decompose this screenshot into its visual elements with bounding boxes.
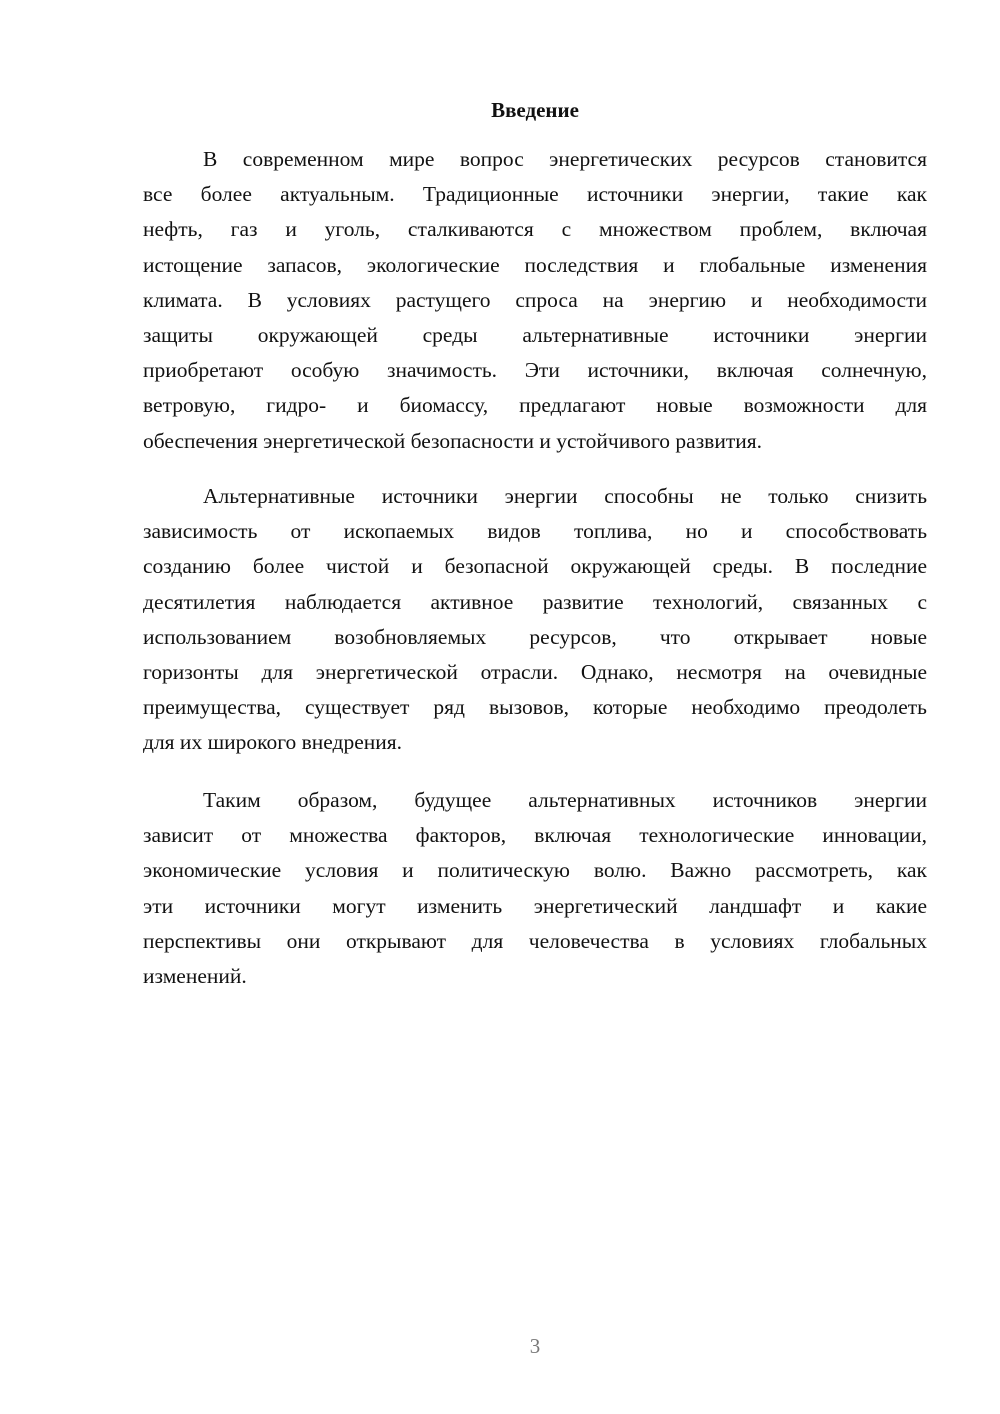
text-line: все более актуальным. Традиционные источники энергии, такие как	[143, 182, 927, 207]
text-line: защиты окружающей среды альтернативные источники энергии	[143, 322, 927, 347]
text-line: использованием возобновляемых ресурсов, что открывает новые	[143, 624, 927, 649]
text-line: приобретают особую значимость. Эти источники, включая солнечную,	[143, 358, 927, 383]
text-line: зависимость от ископаемых видов топлива, но и способствовать	[143, 519, 927, 544]
text-line: Таким образом, будущее альтернативных источников энергии	[203, 788, 927, 812]
paragraph-2	[143, 479, 927, 761]
text-line: преимущества, существует ряд вызовов, которые необходимо преодолеть	[143, 695, 927, 720]
text-line: Альтернативные источники энергии способны не только снизить	[203, 484, 927, 508]
paragraph-3	[143, 783, 927, 994]
paragraph-1	[143, 142, 927, 459]
text-line: нефть, газ и уголь, сталкиваются с множеством проблем, включая	[143, 217, 927, 242]
text-line: обеспечения энергетической безопасности и устойчивого развития.	[143, 428, 763, 453]
text-line: для их широкого внедрения.	[143, 730, 403, 755]
text-line: десятилетия наблюдается активное развитие технологий, связанных с	[143, 589, 927, 614]
text-line: изменений.	[143, 963, 247, 988]
text-line: В современном мире вопрос энергетических ресурсов становится	[203, 147, 927, 171]
text-line: экономические условия и политическую волю. Важно рассмотреть, как	[143, 858, 927, 883]
text-line: горизонты для энергетической отрасли. Однако, несмотря на очевидные	[143, 659, 927, 684]
text-line: зависит от множества факторов, включая технологические инновации,	[143, 823, 927, 848]
text-line: ветровую, гидро- и биомассу, предлагают новые возможности для	[143, 393, 927, 418]
text-line: климата. В условиях растущего спроса на энергию и необходимости	[143, 287, 927, 312]
section-title: Введение	[491, 98, 579, 122]
text-line: истощение запасов, экологические последствия и глобальные изменения	[143, 252, 927, 277]
text-line: перспективы они открывают для человечества в условиях глобальных	[143, 928, 927, 953]
text-line: эти источники могут изменить энергетический ландшафт и какие	[143, 893, 927, 918]
page-number: 3	[529, 1334, 541, 1358]
text-line: созданию более чистой и безопасной окружающей среды. В последние	[143, 554, 927, 579]
